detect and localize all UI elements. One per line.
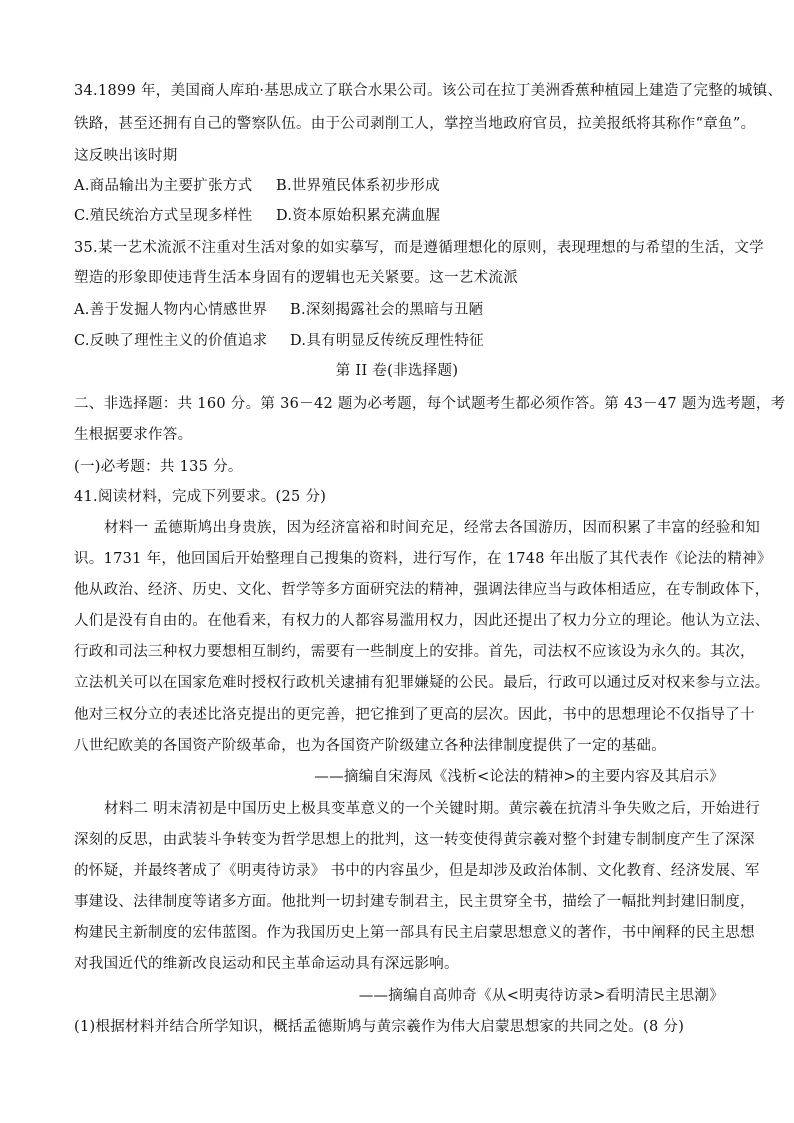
q35-stem-line-1: 35.某一艺术流派不注重对生活对象的如实摹写，而是遵循理想化的原则，表现理想的与希望的生活，文学 [74, 240, 764, 256]
material2-line-6: 对我国近代的维新改良运动和民主革命运动具有深远影响。 [74, 956, 459, 972]
q41-subquestion-1: (1)根据材料并结合所学知识，概括孟德斯鸠与黄宗羲作为伟大启蒙思想家的共同之处。(8 分) [74, 1019, 685, 1035]
q34-option-c: C.殖民统治方式呈现多样性 [74, 208, 253, 224]
q34-stem-line-3: 这反映出该时期 [74, 148, 178, 164]
section-title: 第 II 卷(非选择题) [335, 363, 459, 379]
material2-source: ——摘编自高帅奇《从<明夷待访录>看明清民主思潮》 [358, 988, 724, 1004]
material1-line-2: 识。1731 年，他回国后开始整理自己搜集的资料，进行写作，在 1748 年出版了其代表作《论法的精神》 [74, 551, 772, 567]
q34-option-b: B.世界殖民体系初步形成 [276, 178, 440, 194]
q35-option-a: A.善于发掘人物内心情感世界 [74, 302, 268, 318]
material1-line-3: 他从政治、经济、历史、文化、哲学等多方面研究法的精神，强调法律应当与政体相适应，在专制政体下， [74, 582, 770, 598]
q34-stem-line-2: 铁路，甚至还拥有自己的警察队伍。由于公司剥削工人，掌控当地政府官员，拉美报纸将其称作“章鱼”。 [74, 116, 756, 132]
material1-line-4: 人们是没有自由的。在他看来，有权力的人都容易滥用权力，因此还提出了权力分立的理论。他认为立法、 [74, 613, 770, 629]
material1-line-1: 材料一 孟德斯鸠出身贵族，因为经济富裕和时间充足，经常去各国游历，因而积累了丰富的经验和知 [104, 520, 761, 536]
material1-line-7: 他对三权分立的表述比洛克提出的更完善，把它推到了更高的层次。因此，书中的思想理论不仅指导了十 [74, 707, 755, 723]
material2-line-1: 材料二 明末清初是中国历史上极具变革意义的一个关键时期。黄宗羲在抗清斗争失败之后，开始进行 [104, 801, 761, 817]
q34-stem-line-1: 34.1899 年，美国商人库珀·基思成立了联合水果公司。该公司在拉丁美洲香蕉种植园上建造了完整的城镇、 [74, 83, 783, 99]
material1-line-8: 八世纪欧美的各国资产阶级革命，也为各国资产阶级建立各种法律制度提供了一定的基础。 [74, 738, 666, 754]
q35-option-c: C.反映了理性主义的价值追求 [74, 333, 268, 349]
part2-instruction-line-2: 生根据要求作答。 [74, 427, 193, 443]
material2-line-3: 的怀疑，并最终著成了《明夷待访录》 书中的内容虽少，但是却涉及政治体制、文化教育、经济发展、军 [74, 863, 760, 879]
material2-line-4: 事建设、法律制度等诸多方面。他批判一切封建专制君主，民主贯穿全书，描绘了一幅批判封建旧制度， [74, 894, 755, 910]
q34-option-a: A.商品输出为主要扩张方式 [74, 178, 253, 194]
material1-source: ——摘编自宋海凤《浅析<论法的精神>的主要内容及其启示》 [314, 769, 724, 785]
q34-option-d: D.资本原始积累充满血腥 [276, 208, 441, 224]
q35-option-d: D.具有明显反传统反理性特征 [290, 333, 484, 349]
material2-line-5: 构建民主新制度的宏伟蓝图。作为我国历史上第一部具有民主启蒙思想意义的著作，书中阐释的民主思想 [74, 925, 755, 941]
material2-line-2: 深刻的反思，由武装斗争转变为哲学思想上的批判，这一转变使得黄宗羲对整个封建专制制度产生了深深 [74, 832, 755, 848]
required-questions-heading: (一)必考题：共 135 分。 [74, 459, 243, 475]
material1-line-5: 行政和司法三种权力要想相互制约，需要有一些制度上的安排。首先，司法权不应该设为永久的。其次， [74, 644, 755, 660]
part2-instruction-line-1: 二、非选择题：共 160 分。第 36－42 题为必考题，每个试题考生都必须作答。第 43－47 题为选考题，考 [74, 396, 786, 412]
material1-line-6: 立法机关可以在国家危难时授权行政机关逮捕有犯罪嫌疑的公民。最后，行政可以通过反对权来参与立法。 [74, 675, 770, 691]
q35-stem-line-2: 塑造的形象即使违背生活本身固有的逻辑也无关紧要。这一艺术流派 [74, 270, 518, 286]
q41-heading: 41.阅读材料，完成下列要求。(25 分) [74, 489, 327, 505]
q35-option-b: B.深刻揭露社会的黑暗与丑陋 [290, 302, 484, 318]
